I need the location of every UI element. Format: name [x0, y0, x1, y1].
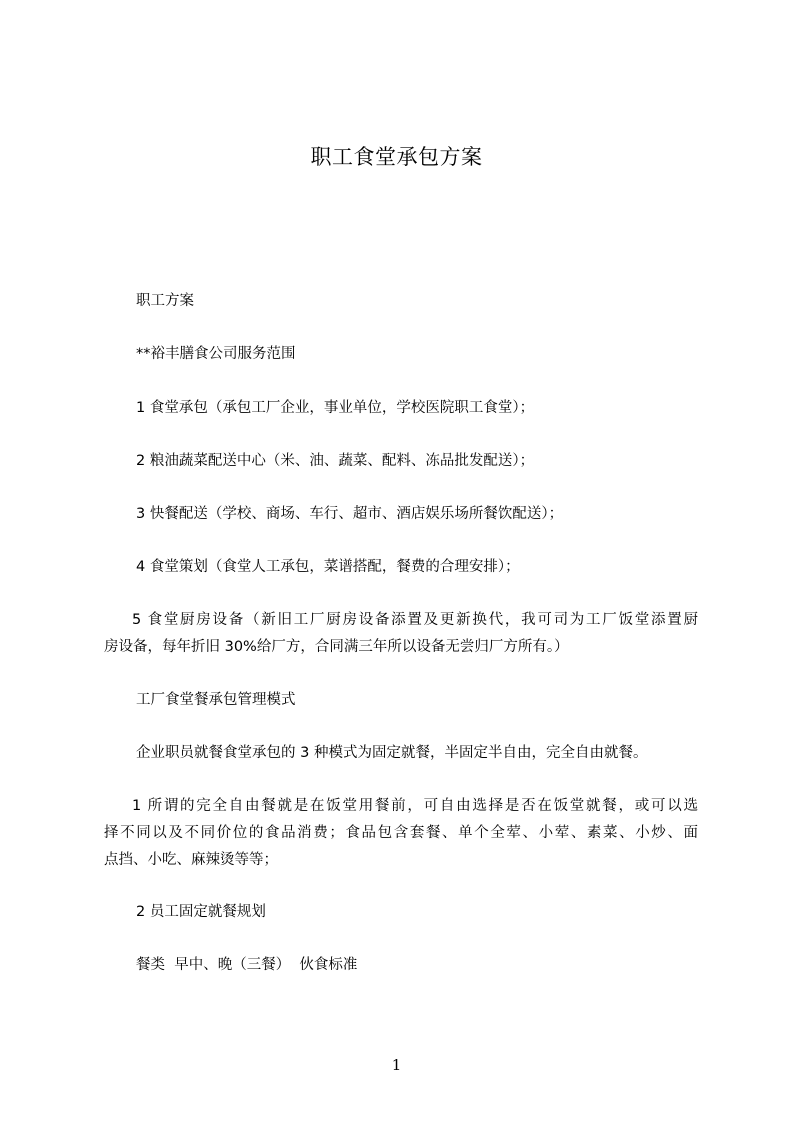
page-number: 1 [391, 1056, 402, 1074]
paragraph-item-5 [104, 607, 698, 661]
paragraph-item-3 [104, 501, 730, 528]
paragraph-line: 2 粮油蔬菜配送中心（米、油、蔬菜、配料、冻品批发配送）； [136, 453, 535, 469]
paragraph-item-4 [104, 554, 730, 581]
paragraph-line: 职工方案 [136, 293, 194, 309]
paragraph-line: 房设备，每年折旧 30%给厂方，合同满三年所以设备无尝归厂方所有。） [104, 639, 569, 655]
paragraph-three-modes [104, 740, 730, 767]
paragraph-line: 餐类 早中、晚（三餐） 伙食标准 [136, 957, 358, 973]
paragraph-item-2 [104, 448, 730, 475]
paragraph-management-mode [104, 687, 730, 714]
paragraph-staff-plan [104, 288, 730, 315]
paragraph-line: 1 食堂承包（承包工厂企业，事业单位，学校医院职工食堂）； [136, 400, 535, 416]
paragraph-line: 1 所谓的完全自由餐就是在饭堂用餐前，可自由选择是否在饭堂就餐，或可以选 [132, 798, 698, 814]
document-title: 职工食堂承包方案 [310, 145, 483, 169]
paragraph-line: 工厂食堂餐承包管理模式 [136, 692, 296, 708]
paragraph-free-dining [104, 793, 698, 874]
paragraph-line: 3 快餐配送（学校、商场、车行、超市、酒店娱乐场所餐饮配送）； [136, 506, 564, 522]
paragraph-line: 企业职员就餐食堂承包的 3 种模式为固定就餐，半固定半自由，完全自由就餐。 [136, 745, 648, 761]
paragraph-fixed-dining [104, 899, 730, 926]
paragraph-line: 4 食堂策划（食堂人工承包，菜谱搭配，餐费的合理安排）； [136, 559, 520, 575]
paragraph-line: 2 员工固定就餐规划 [136, 904, 266, 920]
paragraph-item-1 [104, 395, 730, 422]
paragraph-meal-standard [104, 952, 730, 979]
paragraph-line: 5 食堂厨房设备（新旧工厂厨房设备添置及更新换代，我可司为工厂饭堂添置厨 [132, 612, 698, 628]
paragraph-line: **裕丰膳食公司服务范围 [136, 346, 296, 362]
paragraph-service-scope [104, 341, 730, 368]
paragraph-line: 点挡、小吃、麻辣烫等等； [104, 852, 278, 868]
paragraph-line: 择不同以及不同价位的食品消费；食品包含套餐、单个全荤、小荤、素菜、小炒、面 [104, 825, 698, 841]
